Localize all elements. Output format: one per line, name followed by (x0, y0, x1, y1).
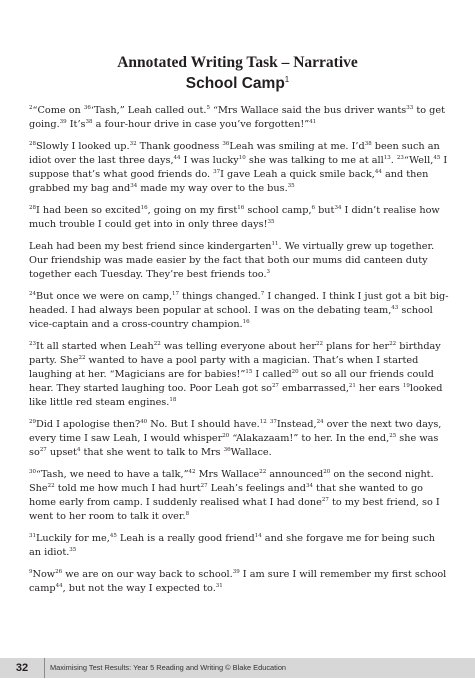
story-text: . (390, 155, 397, 166)
story-text: things changed. (179, 291, 261, 302)
annotation-marker: 30 (29, 469, 36, 475)
page-number: 32 (0, 658, 45, 678)
story-text: It all started when Leah (36, 341, 154, 352)
annotation-marker: 45 (109, 533, 117, 539)
footer-citation: Maximising Test Results: Year 5 Reading and Writing © Blake Education (50, 663, 287, 672)
annotation-marker: 13 (383, 155, 391, 161)
story-paragraph (29, 240, 449, 282)
story-text: Slowly I looked up. (36, 141, 130, 152)
story-text: Did I apologise then? (36, 419, 141, 430)
annotation-marker: 21 (348, 383, 356, 389)
annotation-marker: 34 (305, 483, 313, 489)
story-text: I had been so excited (36, 205, 141, 216)
story-text: she was so (29, 433, 439, 458)
annotation-marker: 16 (140, 205, 148, 211)
annotation-marker: 35 (287, 183, 295, 189)
story-text: wanted to have a pool party with a magician. That’s when I started laughing at her. “Magicians are for babies!” (29, 355, 419, 380)
story-text: we are on our way back to school. (62, 569, 233, 580)
annotation-marker: 10 (238, 155, 246, 161)
story-text: Leah was smiling at me. I’d (229, 141, 365, 152)
annotation-marker: 39 (232, 569, 240, 575)
story-text: I called (252, 369, 292, 380)
story-text: I am sure I will remember my first school camp (29, 569, 447, 594)
story-text: I suppose that’s what good friends do. (29, 155, 448, 180)
annotation-marker: 20 (323, 469, 331, 475)
annotation-marker: 23 (396, 155, 404, 161)
annotation-marker: 27 (39, 447, 47, 453)
story-text: No. But I should have. (147, 419, 260, 430)
story-paragraph (29, 468, 449, 524)
annotation-marker: 14 (254, 533, 262, 539)
annotation-marker: 38 (85, 119, 93, 125)
annotation-marker: 44 (173, 155, 181, 161)
story-text: told me how much I had hurt (54, 483, 201, 494)
annotation-marker: 37 (269, 419, 277, 425)
annotation-marker: 25 (389, 433, 397, 439)
story-text: to get going. (29, 105, 446, 130)
annotation-marker: 44 (55, 583, 63, 589)
story-text: and she forgave me for being such an idiot. (29, 533, 435, 558)
annotation-marker: 36 (83, 105, 91, 111)
story-paragraph (29, 104, 449, 132)
story-text: Thank goodness (136, 141, 223, 152)
story-text: was telling everyone about her (160, 341, 316, 352)
annotation-marker: 24 (29, 291, 36, 297)
annotation-marker: 37 (213, 169, 221, 175)
story-text: . We virtually grew up together. Our friendship was made easier by the fact that both our mums did canteen duty together each Tuesday. They’re best friends too. (29, 241, 435, 280)
story-text: Instead, (276, 419, 317, 430)
annotation-marker: 24 (316, 419, 324, 425)
annotation-marker: 22 (316, 341, 323, 347)
annotation-marker: 18 (169, 397, 177, 403)
story-text: birthday party. She (29, 341, 441, 366)
annotation-marker: 22 (78, 355, 86, 361)
annotation-marker: 35 (267, 219, 275, 225)
story-text: Leah had been my best friend since kindergarten (29, 241, 272, 252)
story-paragraph (29, 204, 449, 232)
story-paragraph (29, 290, 449, 332)
annotation-marker: 40 (140, 419, 148, 425)
story-title-annotation: 1 (284, 75, 290, 84)
annotation-marker: 8 (185, 511, 190, 517)
story-text: “Mrs Wallace said the bus driver wants (209, 105, 407, 116)
annotation-marker: 29 (29, 419, 36, 425)
annotation-marker: 16 (237, 205, 245, 211)
story-text: Leah’s feelings and (207, 483, 306, 494)
story-text: looked like little red steam engines. (29, 383, 443, 408)
annotation-marker: 7 (260, 291, 265, 297)
story-text: I gave Leah a quick smile back, (220, 169, 375, 180)
story-text: her ears (355, 383, 403, 394)
story-text: school camp, (244, 205, 312, 216)
story-text: Wallace. (230, 447, 272, 458)
story-text: “Alakazaam!” to her. In the end, (229, 433, 390, 444)
story-text: Leah is a really good friend (116, 533, 255, 544)
annotation-marker: 12 (259, 419, 267, 425)
annotation-marker: 32 (129, 141, 137, 147)
annotation-marker: 38 (364, 141, 372, 147)
story-title-text: School Camp (185, 75, 285, 92)
story-text: I changed. I think I just got a bit big-headed. I had always been popular at school. I was on the debating team, (29, 291, 449, 316)
story-text: that she wanted to go home early from camp. I suddenly realised what I had done (29, 483, 424, 508)
story-text: , going on my first (147, 205, 238, 216)
annotation-marker: 42 (188, 469, 196, 475)
annotation-marker: 6 (311, 205, 316, 211)
story-text: It’s (66, 119, 86, 130)
story-text: “Tash, we need to have a talk,” (36, 469, 189, 480)
story-text: a four-hour drive in case you’ve forgotten!” (92, 119, 310, 130)
annotation-marker: 27 (200, 483, 208, 489)
annotation-marker: 9 (29, 569, 33, 575)
annotation-marker: 43 (391, 305, 399, 311)
story-text: I was lucky (180, 155, 239, 166)
story-text: Luckily for me, (36, 533, 110, 544)
annotation-marker: 33 (406, 105, 414, 111)
story-text: But once we were on camp, (36, 291, 173, 302)
story-text: ‘Tash,” Leah called out. (90, 105, 207, 116)
story-paragraph (29, 140, 449, 196)
story-text: that she went to talk to Mrs (80, 447, 224, 458)
annotation-marker: 22 (47, 483, 55, 489)
annotation-marker: 31 (215, 583, 223, 589)
annotation-marker: 28 (29, 141, 36, 147)
story-text: on the second night. She (29, 469, 434, 494)
annotation-marker: 15 (245, 369, 253, 375)
annotation-marker: 31 (29, 533, 36, 539)
annotation-marker: 3 (266, 269, 271, 275)
annotation-marker: 2 (29, 105, 33, 111)
annotation-marker: 28 (29, 205, 36, 211)
story-text: been such an idiot over the last three days, (29, 141, 440, 166)
story-text: announced (266, 469, 324, 480)
annotation-marker: 23 (29, 341, 36, 347)
annotation-marker: 20 (222, 433, 230, 439)
annotation-marker: 17 (172, 291, 180, 297)
annotation-marker: 41 (309, 119, 317, 125)
annotation-marker: 5 (206, 105, 210, 111)
story-text: to my best friend, so I went to her room to talk it over. (29, 497, 440, 522)
story-text: , but not the way I expected to. (62, 583, 216, 594)
story-text: out so all our friends could hear. They started laughing too. Poor Leah got so (29, 369, 434, 394)
annotation-marker: 34 (334, 205, 342, 211)
story-text: and then grabbed my bag and (29, 169, 429, 194)
story-text: Now (32, 569, 56, 580)
story-text: plans for her (323, 341, 390, 352)
story-text: “Come on (32, 105, 84, 116)
annotation-marker: 22 (389, 341, 397, 347)
annotation-marker: 27 (321, 497, 329, 503)
annotation-marker: 20 (291, 369, 299, 375)
annotation-marker: 27 (271, 383, 279, 389)
story-text: over the next two days, every time I saw Leah, I would whisper (29, 419, 442, 444)
annotation-marker: 39 (59, 119, 67, 125)
page-footer (0, 658, 475, 678)
annotation-marker: 11 (271, 241, 279, 247)
story-text: school vice-captain and a cross-country champion. (29, 305, 433, 330)
story-text: upset (46, 447, 77, 458)
story-title (0, 75, 475, 93)
annotation-marker: 35 (69, 547, 77, 553)
story-text: but (315, 205, 335, 216)
annotation-marker: 4 (76, 447, 81, 453)
annotation-marker: 45 (433, 155, 441, 161)
story-text: Mrs Wallace (195, 469, 260, 480)
story-text: “Well, (403, 155, 434, 166)
story-text: made my way over to the bus. (137, 183, 288, 194)
annotation-marker: 19 (402, 383, 410, 389)
story-text: I didn’t realise how much trouble I could get into in only three days! (29, 205, 440, 230)
annotation-marker: 22 (259, 469, 267, 475)
annotation-marker: 44 (374, 169, 382, 175)
story-body (29, 104, 449, 604)
story-paragraph (29, 532, 449, 560)
annotation-marker: 22 (153, 341, 161, 347)
story-paragraph (29, 340, 449, 410)
annotation-marker: 36 (223, 447, 231, 453)
page-heading: Annotated Writing Task – Narrative (117, 54, 358, 71)
annotation-marker: 26 (55, 569, 63, 575)
story-paragraph (29, 568, 449, 596)
annotation-marker: 34 (130, 183, 138, 189)
annotation-marker: 16 (242, 319, 250, 325)
story-text: embarrassed, (278, 383, 349, 394)
story-paragraph (29, 418, 449, 460)
story-text: she was talking to me at all (245, 155, 384, 166)
annotation-marker: 36 (222, 141, 230, 147)
